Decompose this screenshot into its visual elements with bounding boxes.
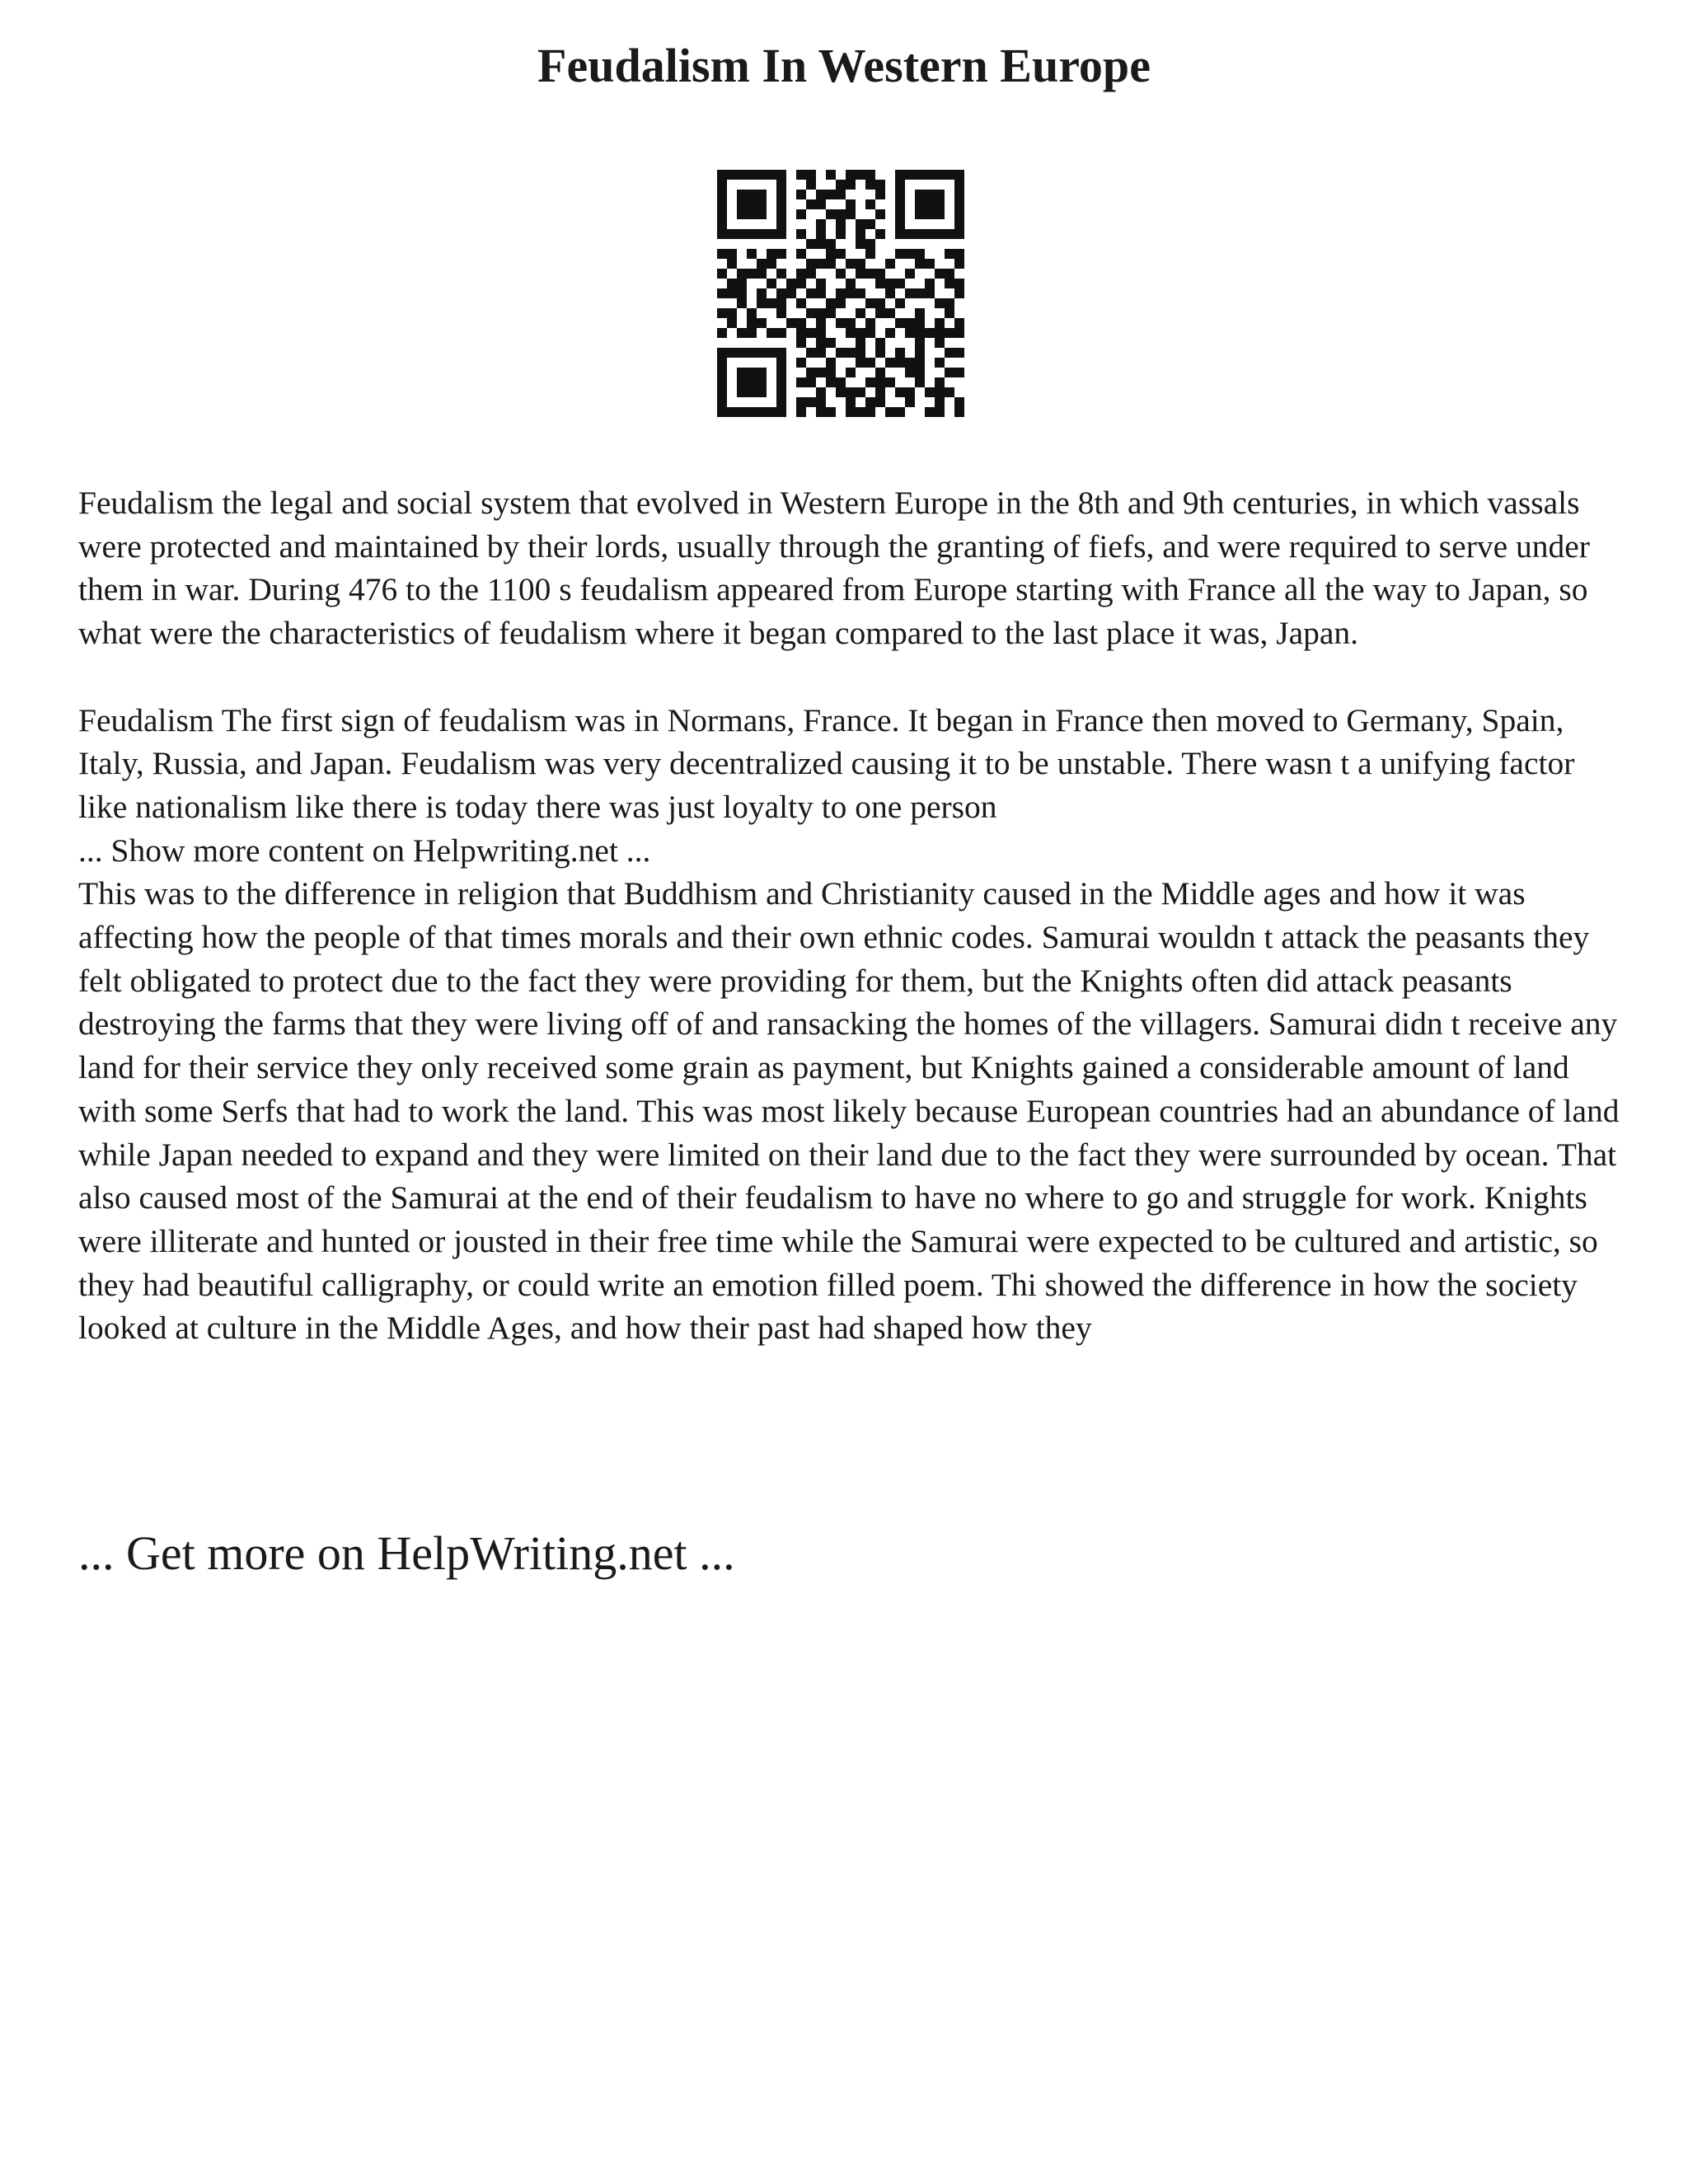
paragraph-gap [78,655,1628,699]
get-more-link[interactable]: ... Get more on HelpWriting.net ... [78,1526,735,1580]
paragraph-origins-text: Feudalism The first sign of feudalism was in Normans, France. It began in France then moved to Germany, Spain, Italy, Russia, and Japan. Feudalism was very decentralized causing it to be unstable. There wasn t a unifying factor like nationalism like there is today there was just loyalty to one person [78,701,1575,825]
article-body [78,481,1628,1350]
paragraph-intro: Feudalism the legal and social system that evolved in Western Europe in the 8th and 9th centuries, in which vassals were protected and maintained by their lords, usually through the granting of fiefs, and were required to serve under them in war. During 476 to the 1100 s feudalism appeared from Europe starting with France all the way to Japan, so what were the characteristics of feudalism where it began compared to the last place it was, Japan. [78,485,1590,652]
paragraph-origins [78,699,1628,873]
qr-code-icon [717,170,964,417]
qr-code-graphic [717,170,964,417]
paragraph-comparison: This was to the difference in religion that Buddhism and Christianity caused in the Middle ages and how it was affecting how the people of that times morals and their own ethnic codes. Samurai wouldn t attack the peasants they felt obligated to protect due to the fact they were providing for them, but the Knights often did attack peasants destroying the farms that they were living off of and ransacking the homes of the villagers. Samurai didn t receive any land for their service they only received some grain as payment, but Knights gained a considerable amount of land with some Serfs that had to work the land. This was most likely because European countries had an abundance of land while Japan needed to expand and they were limited on their land due to the fact they were surrounded by ocean. That also caused most of the Samurai at the end of their feudalism to have no where to go and struggle for work. Knights were illiterate and hunted or jousted in their free time while the Samurai were expected to be cultured and artistic, so they had beautiful calligraphy, or could write an emotion filled poem. Thi showed the difference in how the society looked at culture in the Middle Ages, and how their past had shaped how they [78,875,1620,1347]
show-more-link[interactable]: ... Show more content on Helpwriting.net ... [78,832,651,869]
page-title: Feudalism In Western Europe [537,39,1151,92]
